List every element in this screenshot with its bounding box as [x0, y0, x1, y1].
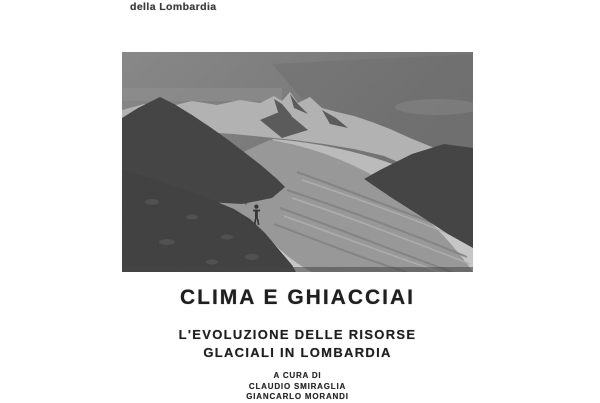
credits-heading: A CURA DI [273, 371, 322, 380]
glacier-photo-canvas [122, 52, 473, 272]
photo-grain-light [122, 52, 473, 272]
book-subtitle [122, 326, 473, 362]
credits-block [122, 371, 473, 403]
glacier-photo [122, 52, 473, 272]
title-block [122, 286, 473, 403]
book-title: CLIMA E GHIACCIAI [179, 286, 416, 309]
subtitle-line-2: GLACIALI IN LOMBARDIA [203, 345, 392, 360]
subtitle-line-1: L'EVOLUZIONE DELLE RISORSE [178, 327, 417, 342]
credits-editor-1: CLAUDIO SMIRAGLIA [248, 381, 347, 391]
publisher-logo-text: della Lombardia [130, 1, 217, 13]
credits-editor-2: GIANCARLO MORANDI [246, 392, 349, 401]
